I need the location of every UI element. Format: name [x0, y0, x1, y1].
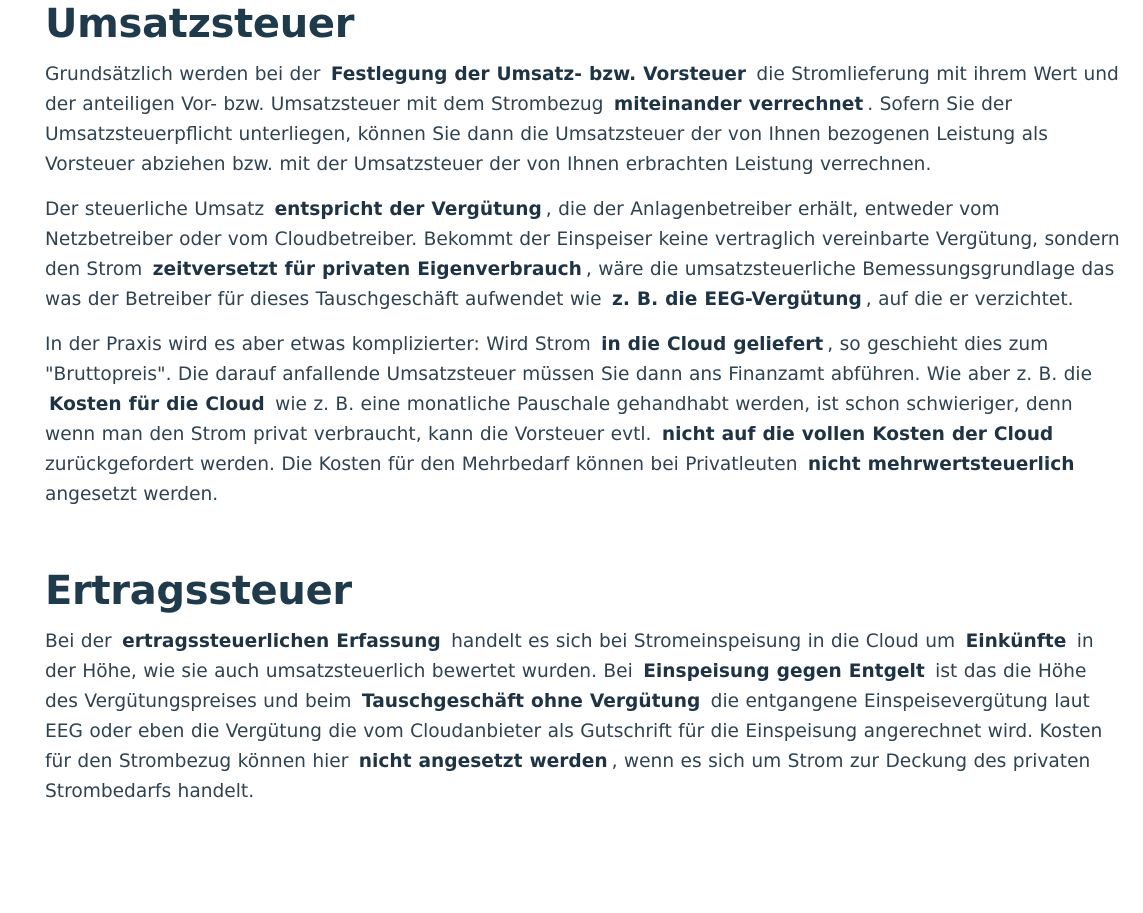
paragraph-ertrag-1 — [45, 627, 1120, 807]
text-span: die entgangene Einspeisevergütung laut EEG oder eben die Vergütung die vom Cloudanbieter als Gutschrift für die Einspeisung angerechnet wird. Kosten für den Strombezug können hier — [45, 691, 1103, 772]
text-span: In der Praxis wird es aber etwas komplizierter: Wird Strom — [45, 334, 598, 355]
section-heading-ertragssteuer: Ertragssteuer — [45, 568, 352, 614]
bold-text: Festlegung der Umsatz- bzw. Vorsteuer — [330, 64, 747, 85]
text-span: , die der Anlagenbetreiber erhält, entweder vom Netzbetreiber oder vom Cloudbetreiber. Bekommt der Einspeiser keine vertraglich vereinbarte Vergütung, sondern den Strom — [45, 199, 1120, 280]
bold-text: Kosten für die Cloud — [49, 394, 265, 415]
bold-text: in die Cloud geliefert — [601, 334, 824, 355]
article-content — [45, 0, 1120, 807]
bold-text: Tauschgeschäft ohne Vergütung — [361, 691, 701, 712]
paragraph-umsatz-2 — [45, 195, 1120, 315]
text-span: , wenn es sich um Strom zur Deckung des privaten Strombedarfs handelt. — [45, 751, 1091, 802]
bold-text: Einkünfte — [965, 631, 1067, 652]
text-span: . Sofern Sie der Umsatzsteuerpflicht unterliegen, können Sie dann die Umsatzsteuer der von Ihnen bezogenen Leistung als Vorsteuer abziehen bzw. mit der Umsatzsteuer der von Ihnen erbrachten Leistung verrechnen. — [45, 94, 1048, 175]
text-span: zurückgefordert werden. Die Kosten für den Mehrbedarf können bei Privatleuten — [45, 454, 804, 475]
bold-text: nicht auf die vollen Kosten der Cloud — [661, 424, 1054, 445]
text-span: , so geschieht dies zum "Bruttopreis". Die darauf anfallende Umsatzsteuer müssen Sie dann ans Finanzamt abführen. Wie aber z. B. die — [45, 334, 1093, 385]
bold-text: nicht mehrwertsteuerlich — [807, 454, 1075, 475]
text-span: , auf die er verzichtet. — [865, 289, 1074, 310]
section-heading-umsatzsteuer: Umsatzsteuer — [45, 1, 355, 47]
bold-text: ertragssteuerlichen Erfassung — [122, 631, 441, 652]
bold-text: Einspeisung gegen Entgelt — [643, 661, 925, 682]
text-span: die Stromlieferung mit ihrem Wert und der anteiligen Vor- bzw. Umsatzsteuer mit dem Strombezug — [45, 64, 1119, 115]
bold-text: entspricht der Vergütung — [274, 199, 542, 220]
text-span: Der steuerliche Umsatz — [45, 199, 271, 220]
bold-text: nicht angesetzt werden — [358, 751, 608, 772]
text-span: Grundsätzlich werden bei der — [45, 64, 327, 85]
paragraph-umsatz-3 — [45, 330, 1120, 510]
text-span: ist das die Höhe des Vergütungspreises und beim — [45, 661, 1087, 712]
text-span: handelt es sich bei Stromeinspeisung in die Cloud um — [444, 631, 962, 652]
text-span: in der Höhe, wie sie auch umsatzsteuerlich bewertet wurden. Bei — [45, 631, 1094, 682]
text-span: , wäre die umsatzsteuerliche Bemessungsgrundlage das was der Betreiber für dieses Tauschgeschäft aufwendet wie — [45, 259, 1115, 310]
bold-text: miteinander verrechnet — [613, 94, 864, 115]
text-span: Bei der — [45, 631, 119, 652]
text-span: wie z. B. eine monatliche Pauschale gehandhabt werden, ist schon schwieriger, denn wenn man den Strom privat verbraucht, kann die Vorsteuer evtl. — [45, 394, 1073, 445]
paragraph-umsatz-1 — [45, 60, 1120, 180]
text-span: angesetzt werden. — [45, 484, 219, 505]
bold-text: z. B. die EEG-Vergütung — [612, 289, 862, 310]
bold-text: zeitversetzt für privaten Eigenverbrauch — [152, 259, 582, 280]
